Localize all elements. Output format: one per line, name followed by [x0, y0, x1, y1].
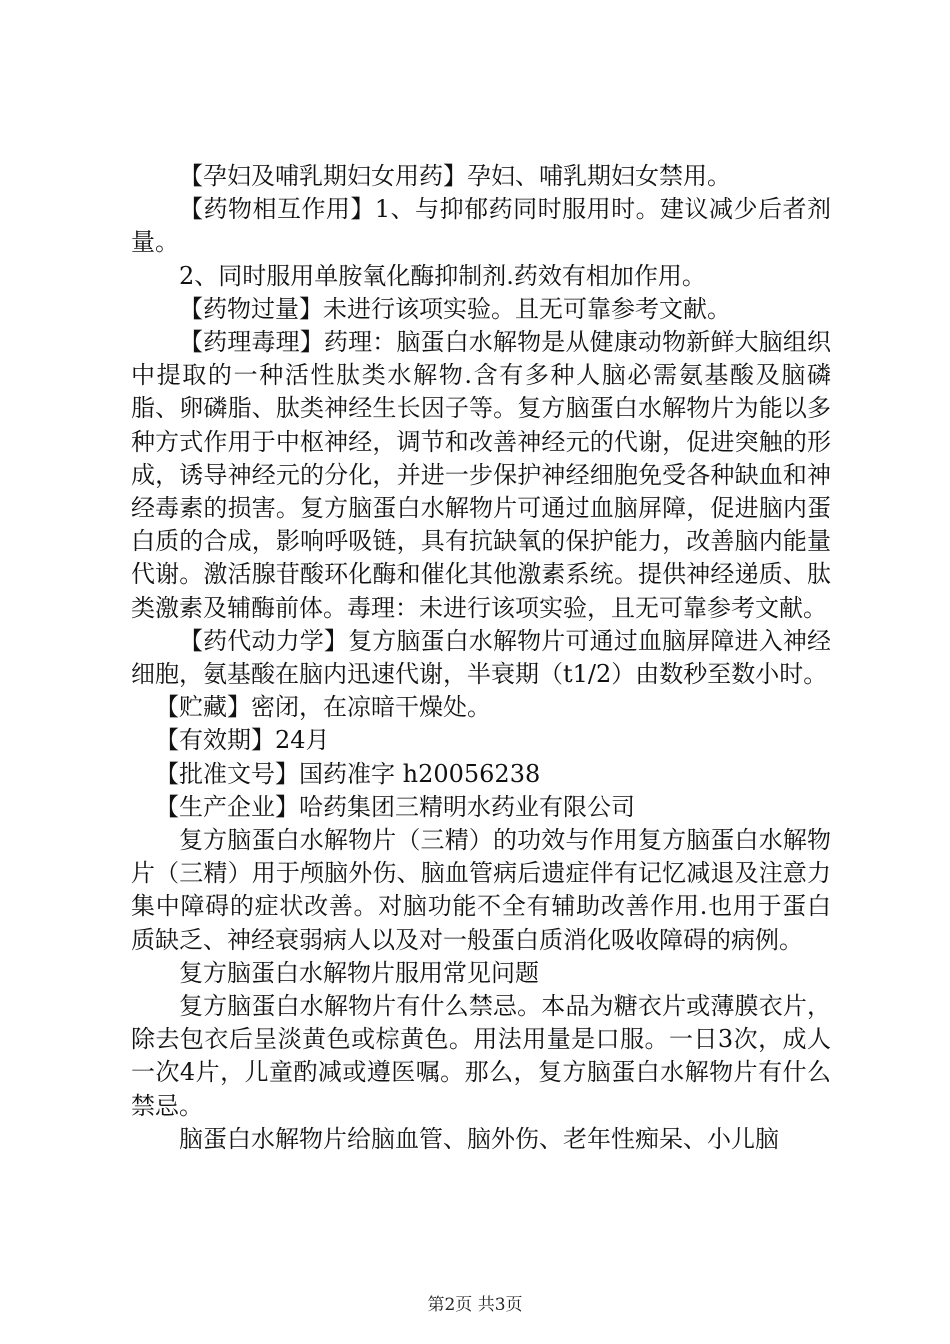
document-body [131, 160, 831, 1156]
paragraph-interactions-2: 2、同时服用单胺氧化酶抑制剂.药效有相加作用。 [179, 261, 706, 290]
page-footer: 第2页 共3页 [427, 1295, 523, 1315]
paragraph-faq-heading: 复方脑蛋白水解物片服用常见问题 [179, 958, 539, 987]
paragraph-manufacturer: 【生产企业】哈药集团三精明水药业有限公司 [155, 792, 635, 821]
paragraph-overdose: 【药物过量】未进行该项实验。且无可靠参考文献。 [179, 294, 731, 323]
paragraph-shelf-life: 【有效期】24月 [155, 726, 330, 755]
paragraph-pharmacology: 【药理毒理】药理：脑蛋白水解物是从健康动物新鲜大脑组织中提取的一种活性肽类水解物.含有多种人脑必需氨基酸及脑磷脂、卵磷脂、肽类神经生长因子等。复方脑蛋白水解物片为能以多种方式作用于中枢神经，调节和改善神经元的代谢，促进突触的形成，诱导神经元的分化，并进一步保护神经细胞免受各种缺血和神经毒素的损害。复方脑蛋白水解物片可通过血脑屏障，促进脑内蛋白质的合成，影响呼吸链，具有抗缺氧的保护能力，改善脑内能量代谢。激活腺苷酸环化酶和催化其他激素系统。提供神经递质、肽类激素及辅酶前体。毒理：未进行该项实验，且无可靠参考文献。 [131, 328, 831, 622]
paragraph-pregnancy: 【孕妇及哺乳期妇女用药】孕妇、哺乳期妇女禁用。 [179, 162, 731, 190]
paragraph-contraindications: 复方脑蛋白水解物片有什么禁忌。本品为糖衣片或薄膜衣片，除去包衣后呈淡黄色或棕黄色。用法用量是口服。一日3次，成人一次4片，儿童酌减或遵医嘱。那么，复方脑蛋白水解物片有什么禁忌。 [131, 992, 831, 1120]
paragraph-efficacy: 复方脑蛋白水解物片（三精）的功效与作用复方脑蛋白水解物片（三精）用于颅脑外伤、脑血管病后遗症伴有记忆减退及注意力集中障碍的症状改善。对脑功能不全有辅助改善作用.也用于蛋白质缺乏、神经衰弱病人以及对一般蛋白质消化吸收障碍的病例。 [131, 826, 831, 954]
paragraph-interactions: 【药物相互作用】1、与抑郁药同时服用时。建议减少后者剂量。 [131, 195, 831, 257]
paragraph-continued: 脑蛋白水解物片给脑血管、脑外伤、老年性痴呆、小儿脑 [179, 1124, 779, 1153]
paragraph-pharmacokinetics: 【药代动力学】复方脑蛋白水解物片可通过血脑屏障进入神经细胞，氨基酸在脑内迅速代谢，半衰期（t1/2）由数秒至数小时。 [131, 626, 831, 689]
paragraph-approval-number: 【批准文号】国药准字 h20056238 [155, 759, 541, 788]
paragraph-storage: 【贮藏】密闭，在凉暗干燥处。 [155, 693, 491, 722]
